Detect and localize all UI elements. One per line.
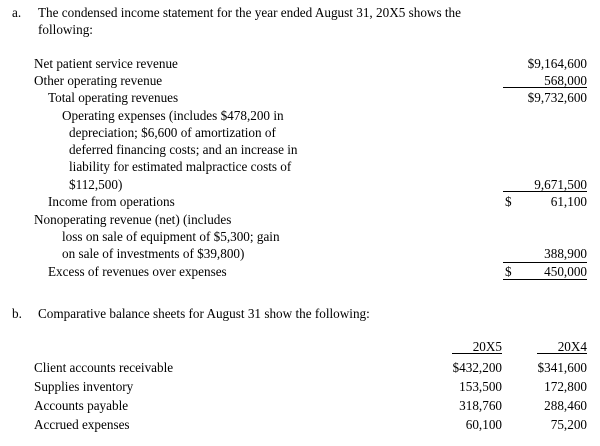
- table-row: [0, 378, 600, 395]
- statement-row-amount: 61,100: [550, 194, 587, 209]
- subtotal-rule: [503, 191, 587, 192]
- table-cell-20x5: 153,500: [459, 379, 502, 394]
- statement-row-label: on sale of investments of $39,800): [62, 246, 245, 261]
- table-cell-20x5: 318,760: [459, 398, 502, 413]
- statement-row: [0, 228, 600, 245]
- table-header-row: [0, 338, 600, 355]
- intro-line-a-2: following:: [38, 22, 93, 37]
- statement-row: [0, 107, 600, 124]
- currency-symbol: $: [505, 264, 512, 279]
- statement-row-label: deferred financing costs; and an increase in: [69, 142, 298, 157]
- statement-row-label: Income from operations: [48, 194, 175, 209]
- item-letter-b: b.: [12, 306, 22, 321]
- intro-line-a-1: The condensed income statement for the year ended August 31, 20X5 shows the: [38, 5, 461, 20]
- table-cell-20x4: 75,200: [550, 417, 587, 432]
- statement-row-label: Total operating revenues: [48, 90, 179, 105]
- statement-row-label: Operating expenses (includes $478,200 in: [62, 108, 284, 123]
- intro-line-b-1: Comparative balance sheets for August 31 show the following:: [38, 306, 370, 321]
- statement-row: [0, 211, 600, 228]
- table-row-label: Accrued expenses: [34, 417, 130, 432]
- statement-row-amount: 450,000: [544, 264, 587, 279]
- item-letter-a: a.: [12, 5, 22, 20]
- table-cell-20x4: 288,460: [544, 398, 587, 413]
- statement-row-label: Nonoperating revenue (net) (includes: [34, 212, 232, 227]
- statement-row-amount: $9,164,600: [527, 56, 587, 71]
- statement-row-amount: 568,000: [544, 73, 587, 88]
- column-header-20x4: 20X4: [557, 339, 587, 354]
- table-row-label: Client accounts receivable: [34, 360, 174, 375]
- statement-row: [0, 124, 600, 141]
- statement-row: [0, 193, 600, 210]
- statement-row: [0, 141, 600, 158]
- table-row: [0, 416, 600, 433]
- statement-row-label: depreciation; $6,600 of amortization of: [69, 125, 276, 140]
- table-cell-20x5: 60,100: [465, 417, 502, 432]
- statement-row: [0, 245, 600, 262]
- statement-row-label: loss on sale of equipment of $5,300; gain: [62, 229, 280, 244]
- column-header-rule-20x4: [537, 353, 587, 354]
- statement-row: [0, 158, 600, 175]
- column-header-rule-20x5: [452, 353, 502, 354]
- table-cell-20x4: $341,600: [537, 360, 587, 375]
- table-row: [0, 397, 600, 414]
- total-rule-bottom: [503, 279, 587, 280]
- statement-row-amount: 9,671,500: [534, 177, 587, 192]
- statement-row: [0, 263, 600, 280]
- column-header-20x5: 20X5: [472, 339, 502, 354]
- statement-row-label: $112,500): [69, 177, 123, 192]
- statement-row: [0, 55, 600, 72]
- statement-row-amount: 388,900: [544, 246, 587, 261]
- statement-row-amount: $9,732,600: [527, 90, 587, 105]
- statement-row: [0, 89, 600, 106]
- statement-row-label: Excess of revenues over expenses: [48, 264, 227, 279]
- statement-row-label: Other operating revenue: [34, 73, 163, 88]
- table-cell-20x5: $432,200: [452, 360, 502, 375]
- subtotal-rule: [503, 87, 587, 88]
- table-cell-20x4: 172,800: [544, 379, 587, 394]
- statement-row-label: liability for estimated malpractice costs of: [69, 159, 292, 174]
- table-row-label: Supplies inventory: [34, 379, 134, 394]
- table-row-label: Accounts payable: [34, 398, 129, 413]
- table-row: [0, 359, 600, 376]
- statement-row-label: Net patient service revenue: [34, 56, 178, 71]
- currency-symbol: $: [505, 194, 512, 209]
